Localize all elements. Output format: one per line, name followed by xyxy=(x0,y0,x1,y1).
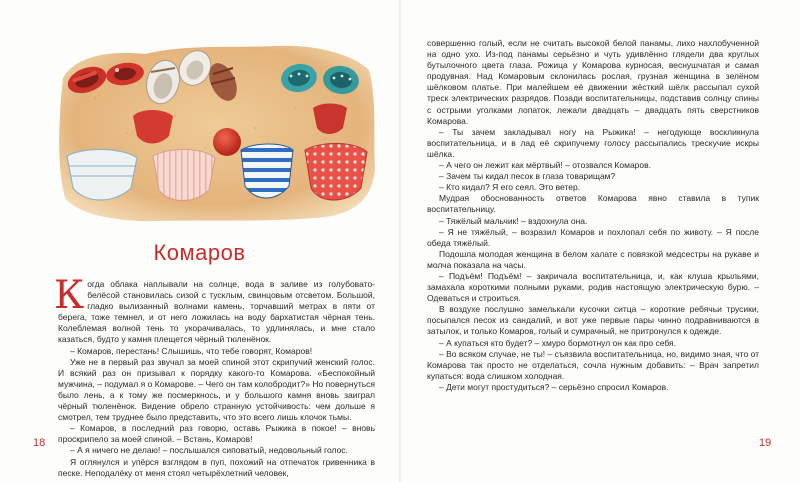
swimsuit-pink xyxy=(153,149,215,200)
swimsuit-polka-dot xyxy=(305,143,367,200)
paragraph: Подошла молодая женщина в белом халате с повязкой медсестры на рукаве и молча показала на часы. xyxy=(427,248,759,270)
paragraph: – Комаров, перестань! Слышишь, что тебе говорят, Комаров! xyxy=(70,345,313,356)
right-page-text xyxy=(427,38,759,393)
illustration-sandals-swimsuits xyxy=(55,38,378,224)
paragraph: В воздухе послушно замелькали кусочки ситца – короткие ребячьи трусики, посыпался песок из сандалий, и вот уже первые пары чинно подравниваются в затылок, и только Комаров, голый и сумрачный, не притронулся к одежде. xyxy=(427,304,759,337)
paragraph: – Во всяком случае, не ты! – съязвила воспитательница, но, видимо зная, что от Комарова так просто не отделаться, сочла нужным добавить: – Врач запретил купаться: вода слишком холодная. xyxy=(427,348,759,381)
paragraph: – Я не тяжёлый, – возразил Комаров и похлопал себя по животу. – Я после обеда тяжёлый. xyxy=(427,226,759,248)
paragraph: – Комаров, в последний раз говорю, оставь Рыжика в покое! – вновь проскрипело за моей спиной. – Встань, Комаров! xyxy=(58,423,375,445)
swimsuit-blue-striped xyxy=(241,144,293,198)
page-number-left: 18 xyxy=(33,437,46,449)
paragraph: – А купаться кто будет? – хмуро бормотнул он как про себя. xyxy=(439,337,676,348)
left-page xyxy=(0,0,399,482)
paragraph: – Ты зачем закладывал ногу на Рыжика! – негодующе воскликнула воспитательница, и в лад её скрипучему голосу рассыпались трескучие искры шёлка. xyxy=(427,126,759,159)
chapter-title: Комаров xyxy=(153,240,246,265)
left-page-text xyxy=(54,273,375,479)
paragraph: Мудрая обоснованность ответов Комарова явно ставила в тупик воспитательницу. xyxy=(427,193,759,215)
paragraph: Я оглянулся и упёрся взглядом в пуп, похожий на отпечаток гривенника в песке. Неподалёку от меня стоял четырёхлетний человек, xyxy=(58,456,375,478)
paragraph: – Зачем ты кидал песок в глаза товарищам? xyxy=(439,171,616,182)
paragraph: – Подъём! Подъём! – закричала воспитательница, и, как клуша крыльями, замахала короткими полными руками, родив настоящую электрическую бурю. – Одеваться и строиться. xyxy=(427,270,759,304)
paragraph: – Кто кидал? Я его сеял. Это ветер. xyxy=(439,182,581,193)
paragraph: – А я ничего не делаю! – послышался сиповатый, недовольный голос. xyxy=(70,445,348,456)
red-ball xyxy=(213,128,241,156)
paragraph: – А чего он лежит как мёртвый! – отозвался Комаров. xyxy=(439,160,652,171)
drop-cap: К xyxy=(54,273,85,318)
paragraph xyxy=(54,273,375,346)
paragraph: – Дети могут простудиться? – серьёзно спросил Комаров. xyxy=(439,381,669,392)
paragraph: совершенно голый, если не считать высокой белой панамы, лихо нахлобученной на одно ухо. Из-под панамы серьёзно и чуть удивлённо глядели два круглых бутылочного цвета глаза. Рожица у Комарова курносая, веснушчатая и самая продувная. Над Комаровым склонилась рослая, грузная женщина в зелёном шёлковом платье. При малейшем её движении жёсткий шёлк рассыпал сухой треск электрических разрядов. Позади воспитательницы, подставив солнцу спины с острыми уголками лопаток, лежали двадцать – двадцать пять сверстников Комарова. xyxy=(427,38,759,126)
paragraph-text: огда облака наплывали на солнце, вода в заливе из голубовато-белёсой становилась сизой с тусклым, свинцовым отсветом. Большой, гладко вылизанный волнами камень, торчавший метрах в пяти от берега, тоже темнел, и от него ложилась на воду бархатистая чёрная тень. Колеблемая волной тень то укорачивалась, то удлинялась, и мне стало казаться, будто у камня плещется чёрный тюленёнок. xyxy=(58,279,375,345)
swimsuit-white-striped xyxy=(67,149,137,200)
page-number-right: 19 xyxy=(759,437,772,449)
paragraph: – Тяжёлый мальчик! – вздохнула она. xyxy=(439,215,588,226)
right-page xyxy=(401,0,800,482)
paragraph: Уже не в первый раз звучал за моей спиной этот скрипучий женский голос. И всякий раз он призывал к порядку какого-то Комарова. «Беспокойный мужчина, – подумал я о Комарове. – Чего он там колобродит?» Но повернуться было лень, а к тому же посмеркнось, и у большого камня вновь заиграл чёрный тюленёнок. Видение обрело странную устойчивость: чем дольше я смотрел, тем труднее было представить, что это всего лишь клочок тьмы. xyxy=(58,356,375,423)
